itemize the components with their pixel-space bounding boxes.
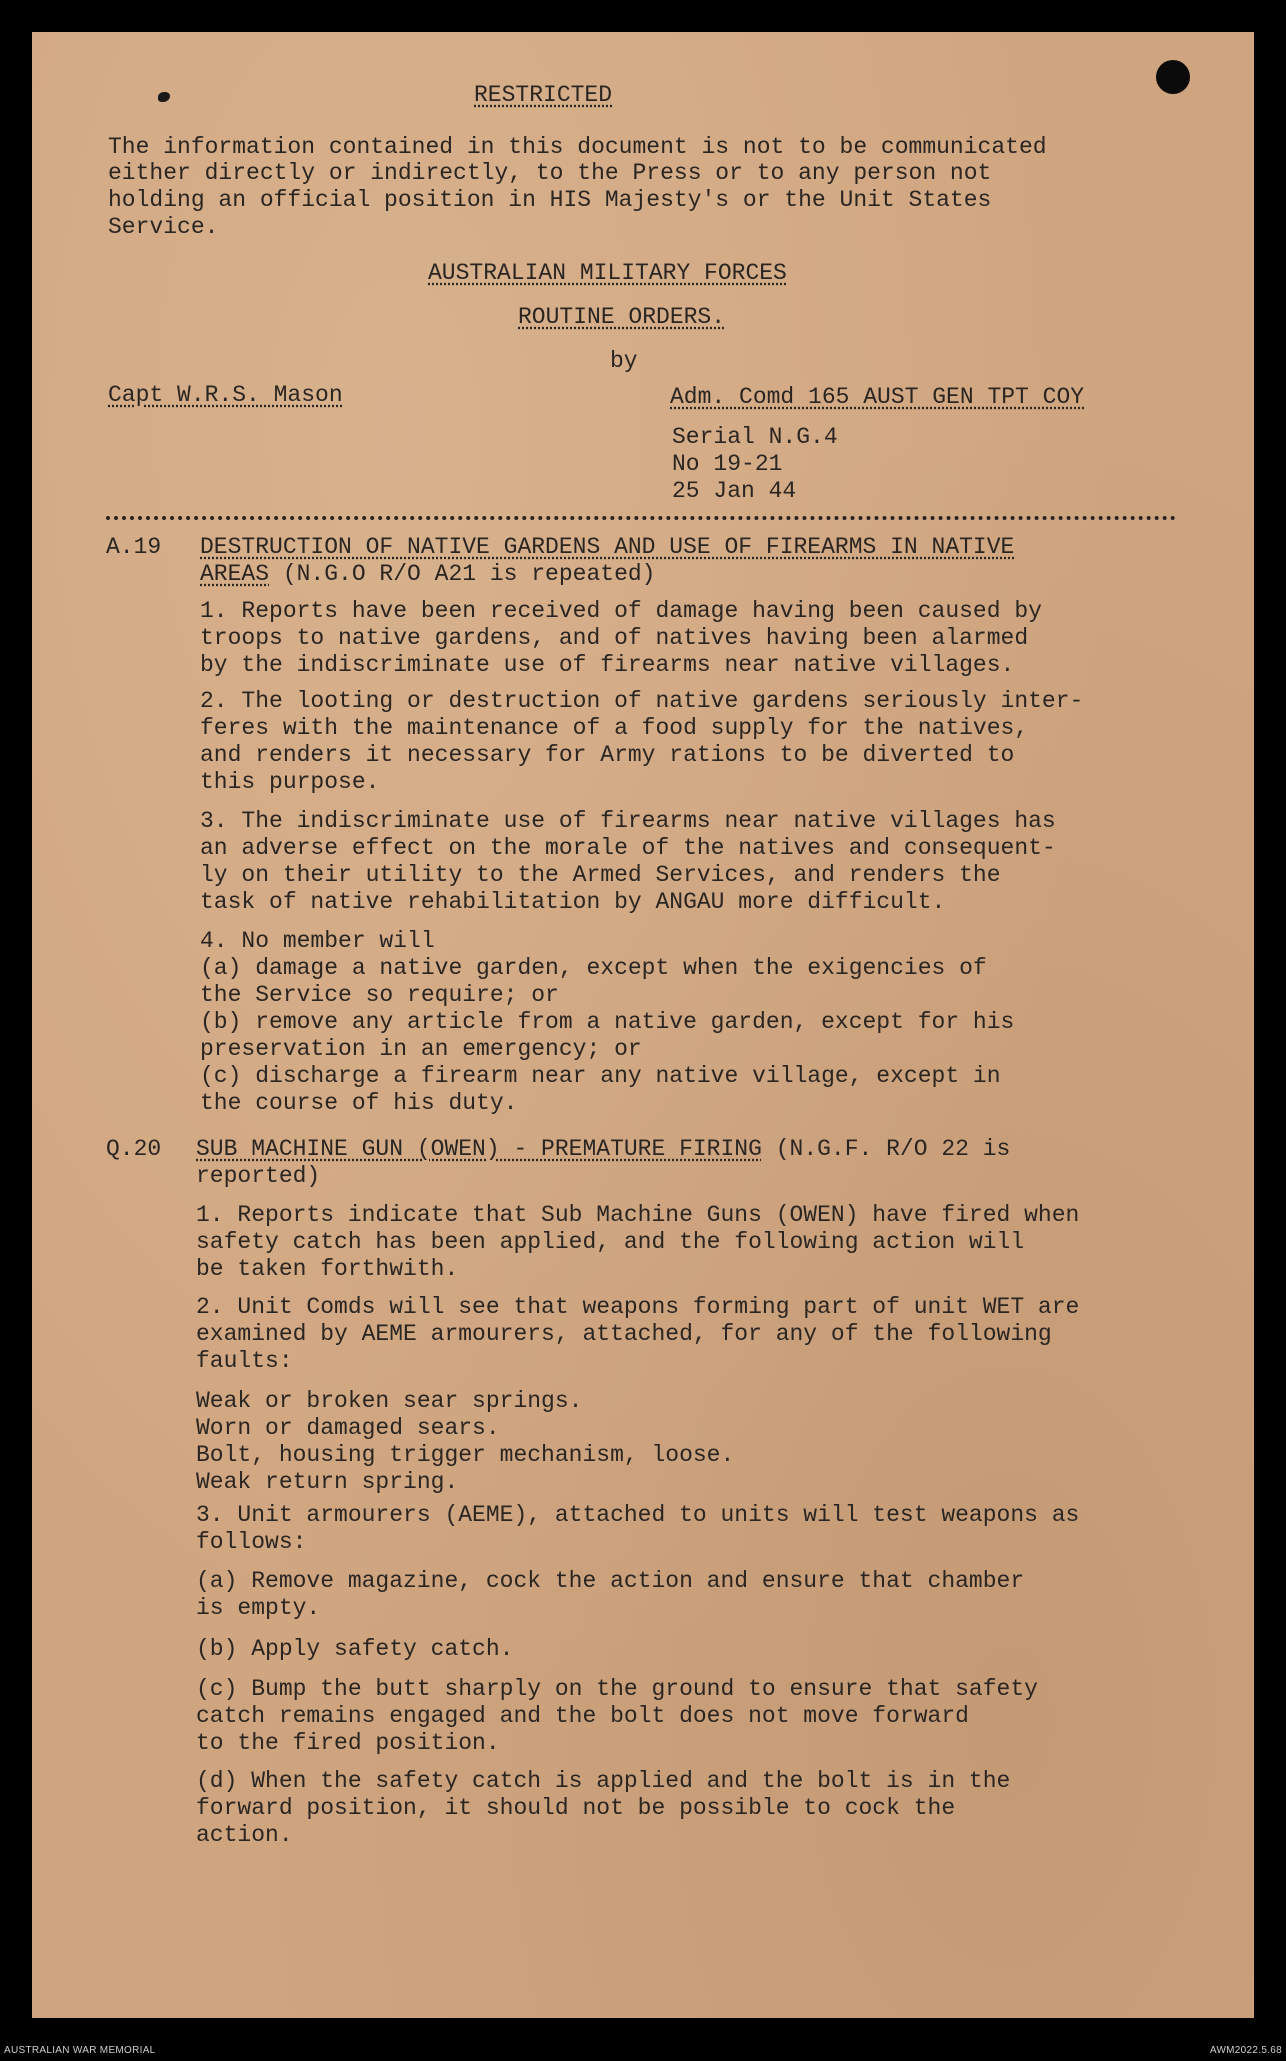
q20-paragraph-3 [196,1502,1079,1556]
q20-paragraph-2 [196,1294,1079,1375]
text-line: preservation in an emergency; or [200,1036,642,1062]
text-line: be taken forthwith. [196,1256,459,1282]
text-line: catch remains engaged and the bolt does not move forward [196,1703,969,1729]
text-line: 3. Unit armourers (AEME), attached to units will test weapons as [196,1502,1080,1528]
text-line: 3. The indiscriminate use of firearms near native villages has [200,808,1056,834]
text-line: (c) Bump the butt sharply on the ground to ensure that safety [196,1676,1038,1702]
heading-line: AREAS [200,561,270,587]
restricted-heading: RESTRICTED [474,82,613,108]
fault-item: Weak or broken sear springs. [196,1388,583,1414]
section-heading-a19 [200,534,1014,588]
fault-item: Bolt, housing trigger mechanism, loose. [196,1442,735,1468]
order-number: No 19-21 [672,451,783,477]
ink-smudge [158,92,170,102]
order-date: 25 Jan 44 [672,478,797,504]
text-line: and renders it necessary for Army rations to be diverted to [200,742,1015,768]
q20-faults-list [196,1388,734,1496]
confidentiality-notice [108,134,1047,241]
heading-note: reported) [196,1163,321,1189]
text-line: is empty. [196,1595,321,1621]
fault-item: Worn or damaged sears. [196,1415,500,1441]
a19-paragraph-2 [200,688,1083,796]
section-code-a19: A.19 [106,534,162,560]
text-line: faults: [196,1348,293,1374]
a19-paragraph-4 [200,928,1014,1117]
text-line: (a) damage a native garden, except when the exigencies of [200,955,987,981]
officer-name: Capt W.R.S. Mason [108,382,343,408]
text-line: 2. The looting or destruction of native gardens seriously inter- [200,688,1084,714]
document-page [32,32,1254,2018]
text-line: feres with the maintenance of a food supply for the natives, [200,715,1029,741]
separator-line [106,516,1176,520]
text-line: the course of his duty. [200,1090,518,1116]
by-label: by [610,348,638,374]
text-line: safety catch has been applied, and the following action will [196,1229,1025,1255]
heading-note: (N.G.F. R/O 22 is [761,1136,1011,1162]
command-name: Adm. Comd 165 AUST GEN TPT COY [670,384,1085,410]
q20-step-b [196,1636,513,1663]
text-line: 2. Unit Comds will see that weapons forming part of unit WET are [196,1294,1080,1320]
notice-line: either directly or indirectly, to the Press or to any person not [108,160,992,186]
section-heading-q20 [196,1136,1010,1190]
notice-line: Service. [108,214,219,240]
routine-orders-title: ROUTINE ORDERS. [518,304,726,330]
text-line: examined by AEME armourers, attached, for any of the following [196,1321,1052,1347]
heading-note: (N.G.O R/O A21 is repeated) [269,561,656,587]
text-line: this purpose. [200,769,380,795]
text-line: action. [196,1822,293,1848]
text-line: troops to native gardens, and of natives having been alarmed [200,625,1029,651]
text-line: the Service so require; or [200,982,559,1008]
notice-line: The information contained in this document is not to be communicated [108,134,1047,160]
text-line: an adverse effect on the morale of the natives and consequent- [200,835,1056,861]
q20-step-d [196,1768,1010,1849]
text-line: follows: [196,1529,307,1555]
org-heading: AUSTRALIAN MILITARY FORCES [428,260,787,286]
a19-paragraph-1 [200,598,1042,679]
q20-step-c [196,1676,1038,1757]
text-line: 1. Reports indicate that Sub Machine Guns (OWEN) have fired when [196,1202,1080,1228]
text-line: forward position, it should not be possible to cock the [196,1795,956,1821]
a19-paragraph-3 [200,808,1056,916]
text-line: (c) discharge a firearm near any native village, except in [200,1063,1001,1089]
text-line: (d) When the safety catch is applied and the bolt is in the [196,1768,1011,1794]
heading-line: DESTRUCTION OF NATIVE GARDENS AND USE OF FIREARMS IN NATIVE [200,534,1015,560]
serial-block [672,424,838,505]
q20-step-a [196,1568,1024,1622]
text-line: 1. Reports have been received of damage having been caused by [200,598,1042,624]
text-line: by the indiscriminate use of firearms near native villages. [200,652,1015,678]
text-line: (b) remove any article from a native garden, except for his [200,1009,1015,1035]
heading-line: SUB MACHINE GUN (OWEN) - PREMATURE FIRING [196,1136,762,1162]
section-code-q20: Q.20 [106,1136,162,1162]
text-line: 4. No member will [200,928,435,954]
text-line: ly on their utility to the Armed Services, and renders the [200,862,1001,888]
fault-item: Weak return spring. [196,1469,459,1495]
text-line: to the fired position. [196,1730,500,1756]
q20-paragraph-1 [196,1202,1079,1283]
text-line: (b) Apply safety catch. [196,1636,514,1662]
text-line: (a) Remove magazine, cock the action and ensure that chamber [196,1568,1025,1594]
text-line: task of native rehabilitation by ANGAU more difficult. [200,889,946,915]
footer-institution: AUSTRALIAN WAR MEMORIAL [4,2045,156,2056]
serial-number: Serial N.G.4 [672,424,838,450]
footer-accession-number: AWM2022.5.68 [1209,2045,1282,2056]
punch-hole [1156,60,1190,94]
notice-line: holding an official position in HIS Majesty's or the Unit States [108,187,992,213]
